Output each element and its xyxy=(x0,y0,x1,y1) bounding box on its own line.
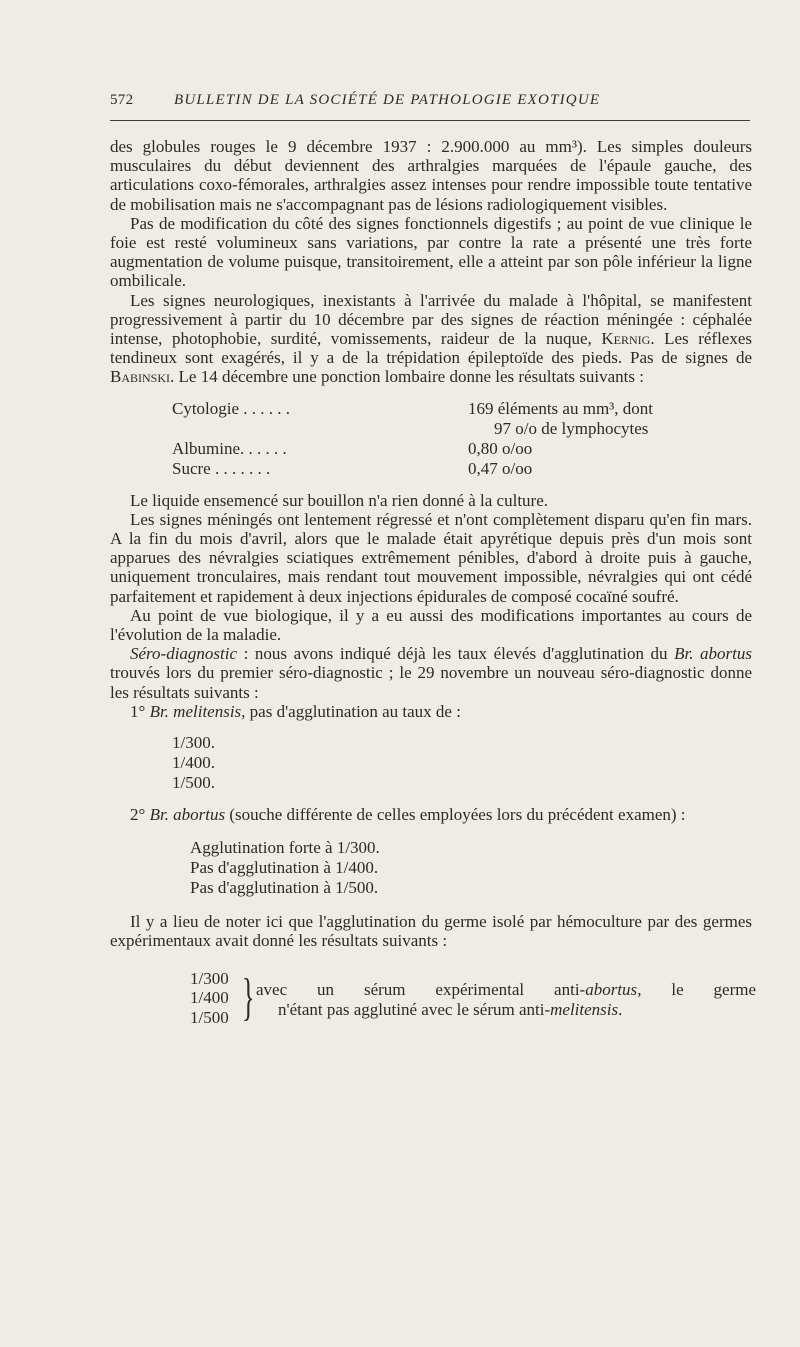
kernig-name: Kernig xyxy=(601,329,651,349)
paragraph-7-part-b: trouvés lors du premier séro-diagnostic ; le 29 novembre un nouveau séro-diagnostic donne les résultats suivants : xyxy=(110,663,752,702)
paragraph-8 xyxy=(110,702,752,721)
final-line-1-b: , le germe xyxy=(637,979,756,999)
br-abortus-term: Br. abortus xyxy=(674,644,752,664)
final-results xyxy=(110,968,756,1033)
final-line-2-b: . xyxy=(618,999,623,1019)
cytology-value-2: 97 o/o de lymphocytes xyxy=(494,418,649,438)
paragraph-3-part-c: . Le 14 décembre une ponction lombaire donne les résultats suivants : xyxy=(170,367,644,387)
titre-line: 1/400. xyxy=(172,753,215,773)
paragraph-1: des globules rouges le 9 décembre 1937 : 2.900.000 au mm³). Les simples douleurs musculaires du début deviennent des arthralgies marquées de l'épaule gauche, des articulations coxo-fémorales, arthralgies assez intenses pour rendre impossible toute tentative de mobilisation mais ne s'accompagnant pas de lésions radiologiquement visibles. xyxy=(110,137,752,214)
final-line-1-italic: abortus xyxy=(585,979,638,999)
page-number: 572 xyxy=(110,92,134,108)
babinski-name: Babinski xyxy=(110,367,171,387)
curly-brace-icon: } xyxy=(242,968,255,1026)
melitensis-titres xyxy=(172,733,752,793)
albumin-value: 0,80 o/oo xyxy=(468,438,533,458)
final-titres xyxy=(190,969,240,1028)
abortus-result-line: Pas d'agglutination à 1/400. xyxy=(190,858,379,878)
abortus-results xyxy=(190,838,752,898)
titre-line: 1/500. xyxy=(172,773,215,793)
cytology-value: 169 éléments au mm³, dont xyxy=(468,398,653,418)
abortus-result-line: Agglutination forte à 1/300. xyxy=(190,838,380,858)
paragraph-7 xyxy=(110,644,752,702)
paragraph-3-part-b: . Les réflexes tendineux sont exagérés, il y a de la trépidation épileptoïde des pieds. Pas de signes de xyxy=(110,329,752,368)
paragraph-10: Il y a lieu de noter ici que l'agglutination du germe isolé par hémoculture par des germes expérimentaux avait donné les résultats suivants : xyxy=(110,912,752,951)
albumin-label: Albumine. . . . . . xyxy=(172,438,287,458)
paragraph-8-rest: , pas d'agglutination au taux de : xyxy=(241,701,461,721)
paragraph-3 xyxy=(110,291,752,387)
final-titre-line: 1/300 xyxy=(190,968,229,988)
header-rule xyxy=(110,120,750,121)
paragraph-2: Pas de modification du côté des signes fonctionnels digestifs ; au point de vue clinique le foie est resté volumineux sans variations, par contre la rate a présenté une très forte augmentation de volume puisque, transitoirement, elle a atteint par son pôle inférieur la ligne ombilicale. xyxy=(110,213,752,291)
sugar-value: 0,47 o/oo xyxy=(468,458,533,478)
paragraph-9 xyxy=(110,805,752,824)
final-line-2-a: n'étant pas agglutiné avec le sérum anti- xyxy=(278,999,551,1019)
csf-results xyxy=(172,399,732,479)
final-statement xyxy=(256,980,756,1020)
final-titre-line: 1/400 xyxy=(190,988,229,1008)
page-header xyxy=(110,92,750,114)
final-statement-line-2 xyxy=(256,1000,756,1020)
sugar-label: Sucre . . . . . . . xyxy=(172,458,271,478)
running-title: BULLETIN DE LA SOCIÉTÉ DE PATHOLOGIE EXOTIQUE xyxy=(174,92,601,108)
titre-line: 1/300. xyxy=(172,733,215,753)
paragraph-3-part-a: Les signes neurologiques, inexistants à l'arrivée du malade à l'hôpital, se manifestent progressivement à partir du 10 décembre par des signes de réaction méningée : céphalée intense, photophobie, surdité, vomissements, raideur de la nuque, xyxy=(110,290,752,349)
cytology-label: Cytologie . . . . . . xyxy=(172,398,291,418)
final-titre-line: 1/500 xyxy=(190,1007,229,1027)
paragraph-6: Au point de vue biologique, il y a eu aussi des modifications importantes au cours de l'évolution de la maladie. xyxy=(110,605,752,645)
body-text xyxy=(110,137,756,1033)
item-2-number: 2° xyxy=(130,805,146,825)
br-abortus-term-2: Br. abortus xyxy=(149,805,226,825)
final-line-1-a: avec un sérum expérimental anti- xyxy=(256,979,586,999)
paragraph-4: Le liquide ensemencé sur bouillon n'a rien donné à la culture. xyxy=(130,490,549,510)
paragraph-9-rest: (souche différente de celles employées lors du précédent examen) : xyxy=(225,805,686,825)
final-statement-line-1 xyxy=(256,980,756,1000)
paragraph-5: Les signes méningés ont lentement régressé et n'ont complètement disparu qu'en fin mars. A la fin du mois d'avril, alors que le malade était apyrétique depuis près d'un mois sont apparues des névralgies sciatiques extrêmement pénibles, d'abord à droite puis à gauche, uniquement tronculaires, mais rendant tout mouvement impossible, névralgies qui ont cédé parfaitement et rapidement à deux injections épidurales de composé cocaïné soufré. xyxy=(110,509,752,606)
br-melitensis-term: Br. melitensis xyxy=(149,701,242,721)
item-1-number: 1° xyxy=(130,701,146,721)
abortus-result-line: Pas d'agglutination à 1/500. xyxy=(190,878,379,898)
final-line-2-italic: melitensis xyxy=(550,999,619,1019)
paragraph-7-part-a: : nous avons indiqué déjà les taux élevés d'agglutination du xyxy=(237,644,675,664)
sero-diagnostic-label: Séro-diagnostic xyxy=(130,644,238,664)
